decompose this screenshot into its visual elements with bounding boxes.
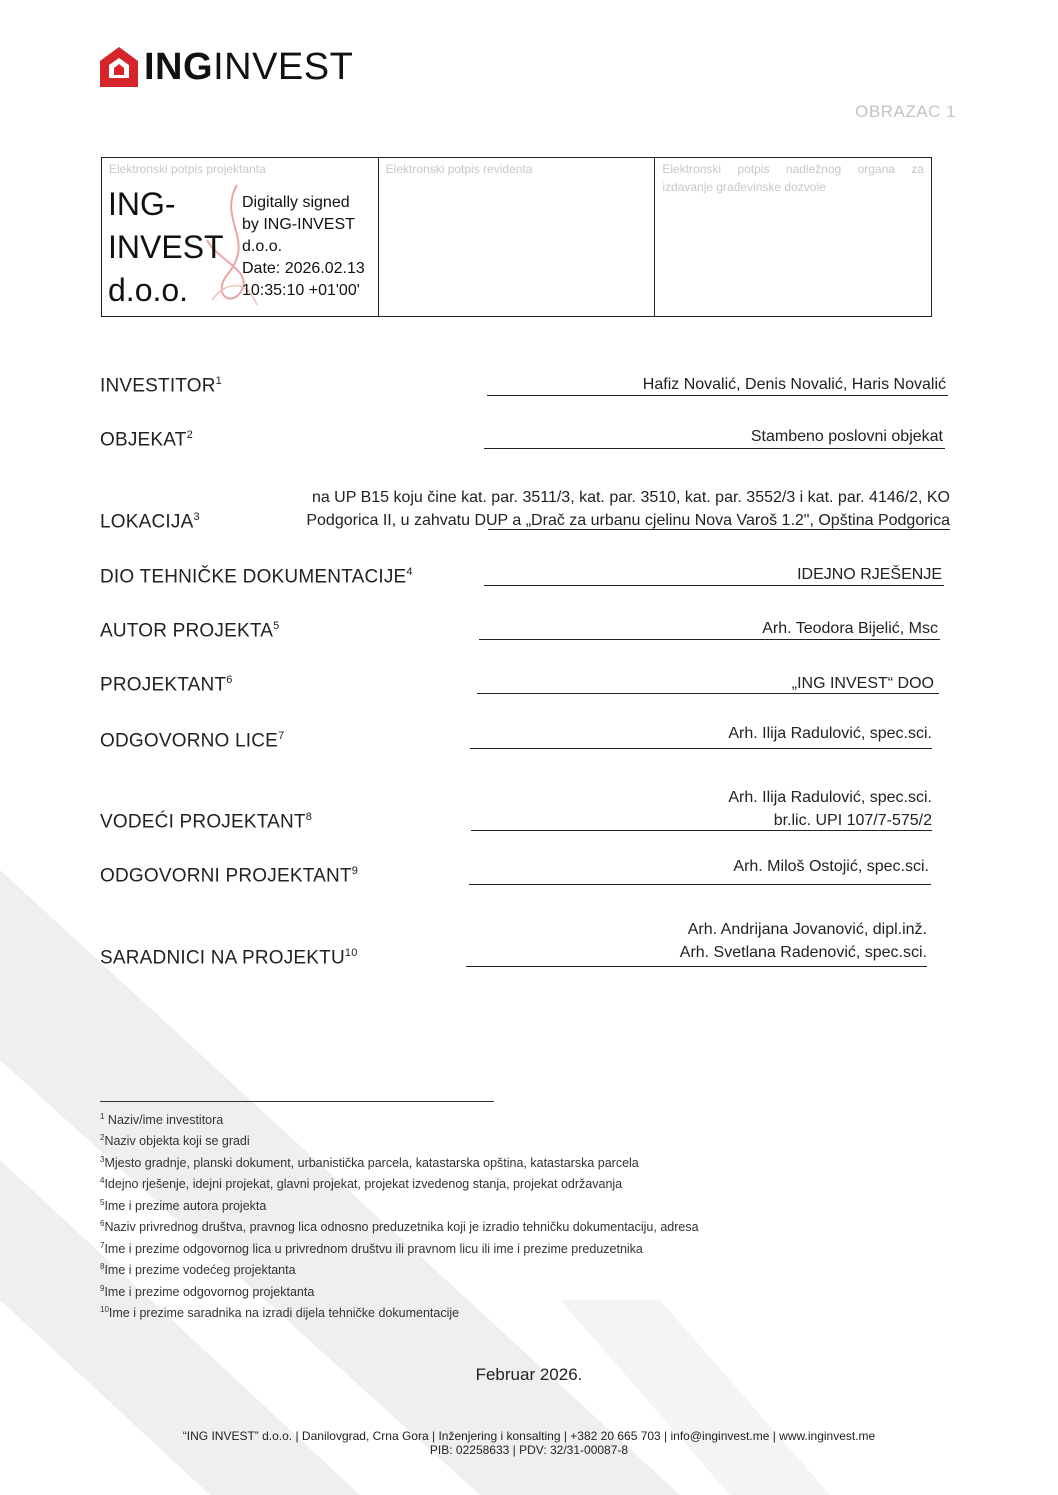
signature-cell-designer [102,158,379,316]
odgovorni-projektant-label: ODGOVORNI PROJEKTANT$^9$ [100,865,359,887]
odgovorni-projektant-value: Arh. Miloš Ostojić, spec.sci. [733,858,929,875]
signature-cell-reviewer [379,158,656,316]
projektant-line [477,693,939,694]
footnote-item: $^3$Mjesto gradnje, planski dokument, urbanistička parcela, katastarska opština, katastarska parcela [100,1154,639,1171]
projektant-label: PROJEKTANT$^6$ [100,674,233,696]
footnote-item: $^9$Ime i prezime odgovornog projektanta [100,1283,315,1299]
footnote-item: $^6$Naziv privrednog društva, pravnog lica odnosno preduzetnika koji je izradio tehničku dokumentaciju, adresa [100,1219,699,1235]
saradnici-label: SARADNICI NA PROJEKTU$^{10}$ [100,947,358,969]
dio-value: IDEJNO RJEŠENJE [797,566,942,583]
investitor-line [487,395,948,396]
dio-line [484,585,944,586]
company-logo [100,46,353,88]
odgovorni-projektant-line [469,884,931,885]
autor-label: AUTOR PROJEKTA$^5$ [100,620,280,642]
footnote-item: $^8$Ime i prezime vodećeg projektanta [100,1262,296,1278]
page-footer [0,1429,1058,1457]
signature-caption: Elektronski potpis nadležnog organa za izdavanje građevinske dozvole [662,162,925,194]
footnote-item: $^7$Ime i prezime odgovornog lica u privrednom društvu ili pravnom licu ili ime i prezime preduzetnika [100,1240,643,1256]
autor-value: Arh. Teodora Bijelić, Msc [762,620,938,637]
signer-name: ING- INVEST d.o.o. [108,186,224,308]
footnote-item: $^4$Idejno rješenje, idejni projekat, glavni projekat, projekat izvedenog stanja, projekat održavanja [100,1176,623,1192]
footnotes [100,1108,699,1323]
logo-wordmark: INGINVEST [144,46,354,88]
autor-line [479,639,940,640]
odgovorno-lice-line [470,748,932,749]
signature-caption: Elektronski potpis projektanta [109,162,266,176]
logo-mark-icon [100,47,138,87]
vodeci-line [471,830,932,831]
footer-contact: “ING INVEST” d.o.o. | Danilovgrad, Crna Gora | Inženjering i konsalting | +382 20 665 703 | info@inginvest.me | www.inginvest.me [182,1429,876,1443]
footer-tax-ids: PIB: 02258633 | PDV: 32/31-00087-8 [429,1443,629,1457]
signature-caption: Elektronski potpis revidenta [385,162,533,176]
signature-cell-authority [655,158,931,316]
odgovorno-lice-label: ODGOVORNO LICE$^7$ [100,730,285,752]
saradnici-line [466,966,927,967]
footnote-item: $^2$Naziv objekta koji se gradi [100,1133,250,1149]
footnote-item: $^1$ Naziv/ime investitora [100,1112,224,1128]
signature-details: Digitally signed by ING-INVEST d.o.o. Date: 2026.02.13 10:35:10 +01'00' [242,194,365,299]
investitor-value: Hafiz Novalić, Denis Novalić, Haris Novalić [642,376,946,393]
signature-table [101,157,932,317]
form-number: OBRAZAC 1 [855,102,956,121]
lokacija-value: na UP B15 koju čine kat. par. 3511/3, kat. par. 3510, kat. par. 3552/3 i kat. par. 4146/2, KO Podgorica II, u zahvatu DUP a „Drač za urbanu cjelinu Nova Varoš 1.2", Opština Podgorica [306,489,950,529]
footnote-separator [100,1101,494,1102]
odgovorno-lice-value: Arh. Ilija Radulović, spec.sci. [728,725,932,742]
vodeci-label: VODEĆI PROJEKTANT$^8$ [100,811,313,833]
document-date: Februar 2026. [475,1365,583,1384]
footnote-item: $^5$Ime i prezime autora projekta [100,1197,267,1213]
investitor-label: INVESTITOR$^1$ [100,375,222,397]
footnote-item: $^{10}$Ime i prezime saradnika na izradi dijela tehničke dokumentacije [100,1305,460,1321]
vodeci-value: Arh. Ilija Radulović, spec.sci. br.lic. UPI 107/7-575/2 [728,789,932,829]
objekat-line [484,448,945,449]
objekat-label: OBJEKAT$^2$ [100,429,193,451]
projektant-value: „ING INVEST“ DOO [791,675,934,692]
dio-label: DIO TEHNIČKE DOKUMENTACIJE$^4$ [100,566,413,588]
lokacija-label: LOKACIJA$^3$ [100,511,200,533]
saradnici-value: Arh. Andrijana Jovanović, dipl.inž. Arh. Svetlana Radenović, spec.sci. [679,921,927,961]
lokacija-line [488,529,950,530]
objekat-value: Stambeno poslovni objekat [750,428,943,445]
